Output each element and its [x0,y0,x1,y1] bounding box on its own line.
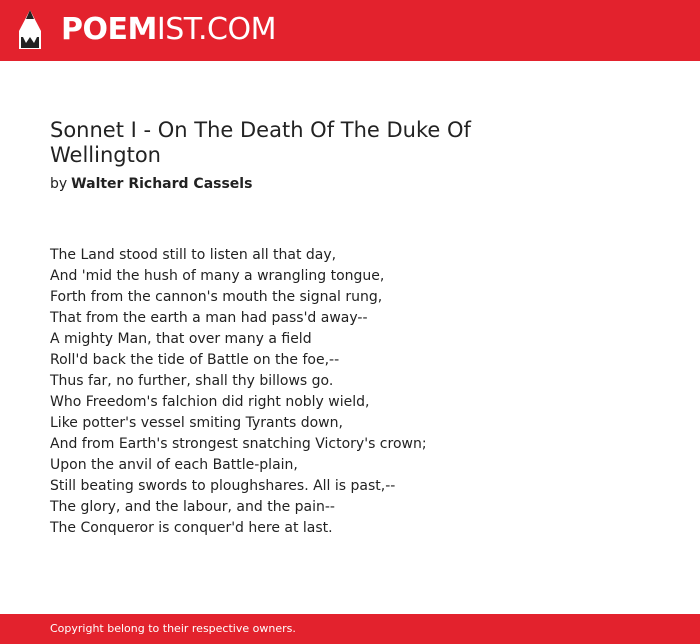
poem-line: The glory, and the labour, and the pain-- [50,499,335,515]
site-header [0,0,700,61]
poem-line: Thus far, no further, shall thy billows go. [50,373,334,389]
byline [50,175,252,193]
poem-line: Who Freedom's falchion did right nobly wield, [50,394,370,410]
poem-line: Like potter's vessel smiting Tyrants down, [50,415,343,431]
poem-line: And 'mid the hush of many a wrangling tongue, [50,268,385,284]
poem-line: That from the earth a man had pass'd away-- [50,310,368,326]
pencil-tip-icon[interactable] [17,9,43,51]
poem-line: A mighty Man, that over many a field [50,331,312,347]
poem-body [50,245,427,539]
poem-line: The Land stood still to listen all that day, [50,247,337,263]
author-name: Walter Richard Cassels [71,176,253,192]
site-logo[interactable] [61,12,276,48]
site-footer [0,614,700,644]
poem-line: Roll'd back the tide of Battle on the foe,-- [50,352,340,368]
poem-line: And from Earth's strongest snatching Victory's crown; [50,436,427,452]
by-label: by [50,176,68,192]
poem-line: Forth from the cannon's mouth the signal rung, [50,289,383,305]
poem-line: The Conqueror is conquer'd here at last. [50,520,333,536]
poem-line: Still beating swords to ploughshares. All is past,-- [50,478,396,494]
poem-title: Sonnet I - On The Death Of The Duke Of Wellington [50,118,471,167]
poem-line: Upon the anvil of each Battle-plain, [50,457,298,473]
logo-light-text: IST.COM [156,12,276,47]
copyright-notice: Copyright belong to their respective owners. [50,622,296,635]
logo-bold-text: POEM [61,12,157,47]
